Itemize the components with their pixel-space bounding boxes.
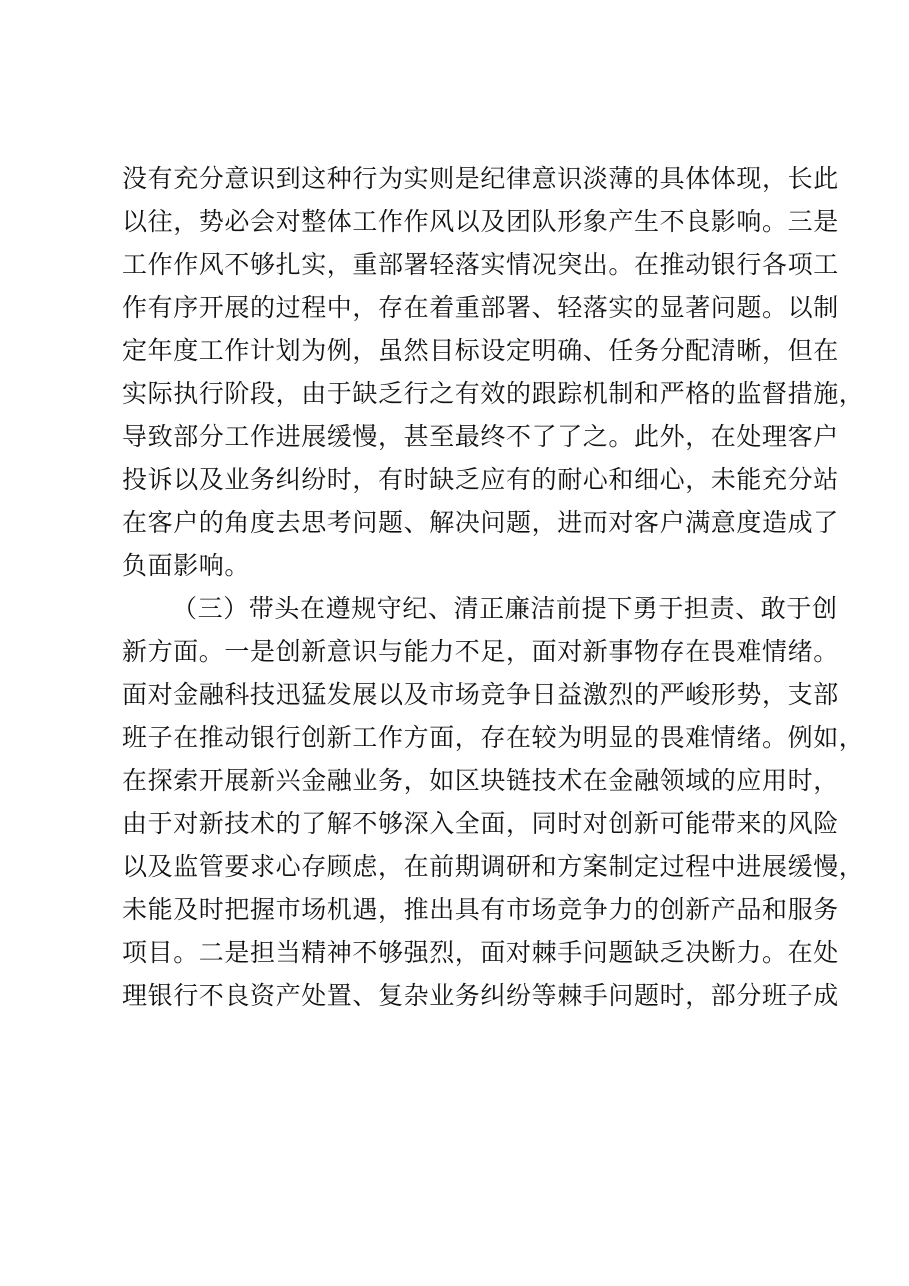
text-line: 以往，势必会对整体工作作风以及团队形象产生不良影响。三是: [122, 207, 839, 236]
text-line: 在客户的角度去思考问题、解决问题，进而对客户满意度造成了: [122, 508, 839, 537]
text-line: 新方面。一是创新意识与能力不足，面对新事物存在畏难情绪。: [122, 637, 839, 666]
text-line: 没有充分意识到这种行为实则是纪律意识淡薄的具体体现，长此: [122, 164, 839, 193]
text-line: 面对金融科技迅猛发展以及市场竞争日益激烈的严峻形势，支部: [122, 680, 839, 709]
text-line: 理银行不良资产处置、复杂业务纠纷等棘手问题时，部分班子成: [122, 981, 839, 1010]
text-line: 以及监管要求心存顾虑，在前期调研和方案制定过程中进展缓慢，: [122, 852, 865, 881]
text-line: 项目。二是担当精神不够强烈，面对棘手问题缺乏决断力。在处: [122, 938, 839, 967]
text-line: 未能及时把握市场机遇，推出具有市场竞争力的创新产品和服务: [122, 895, 839, 924]
section-heading-line: （三）带头在遵规守纪、清正廉洁前提下勇于担责、敢于创: [172, 594, 838, 623]
text-line: 导致部分工作进展缓慢，甚至最终不了了之。此外，在处理客户: [122, 422, 839, 451]
document-body: [122, 157, 865, 1017]
text-line: 定年度工作计划为例，虽然目标设定明确、任务分配清晰，但在: [122, 336, 839, 365]
text-line: 在探索开展新兴金融业务，如区块链技术在金融领域的应用时，: [122, 766, 839, 795]
text-line: 负面影响。: [122, 551, 251, 580]
text-line: 作有序开展的过程中，存在着重部署、轻落实的显著问题。以制: [122, 293, 839, 322]
text-line: 工作作风不够扎实，重部署轻落实情况突出。在推动银行各项工: [122, 250, 839, 279]
text-line: 班子在推动银行创新工作方面，存在较为明显的畏难情绪。例如，: [122, 723, 865, 752]
text-line: 实际执行阶段，由于缺乏行之有效的跟踪机制和严格的监督措施，: [122, 379, 865, 408]
text-line: 投诉以及业务纠纷时，有时缺乏应有的耐心和细心，未能充分站: [122, 465, 839, 494]
text-line: 由于对新技术的了解不够深入全面，同时对创新可能带来的风险: [122, 809, 839, 838]
